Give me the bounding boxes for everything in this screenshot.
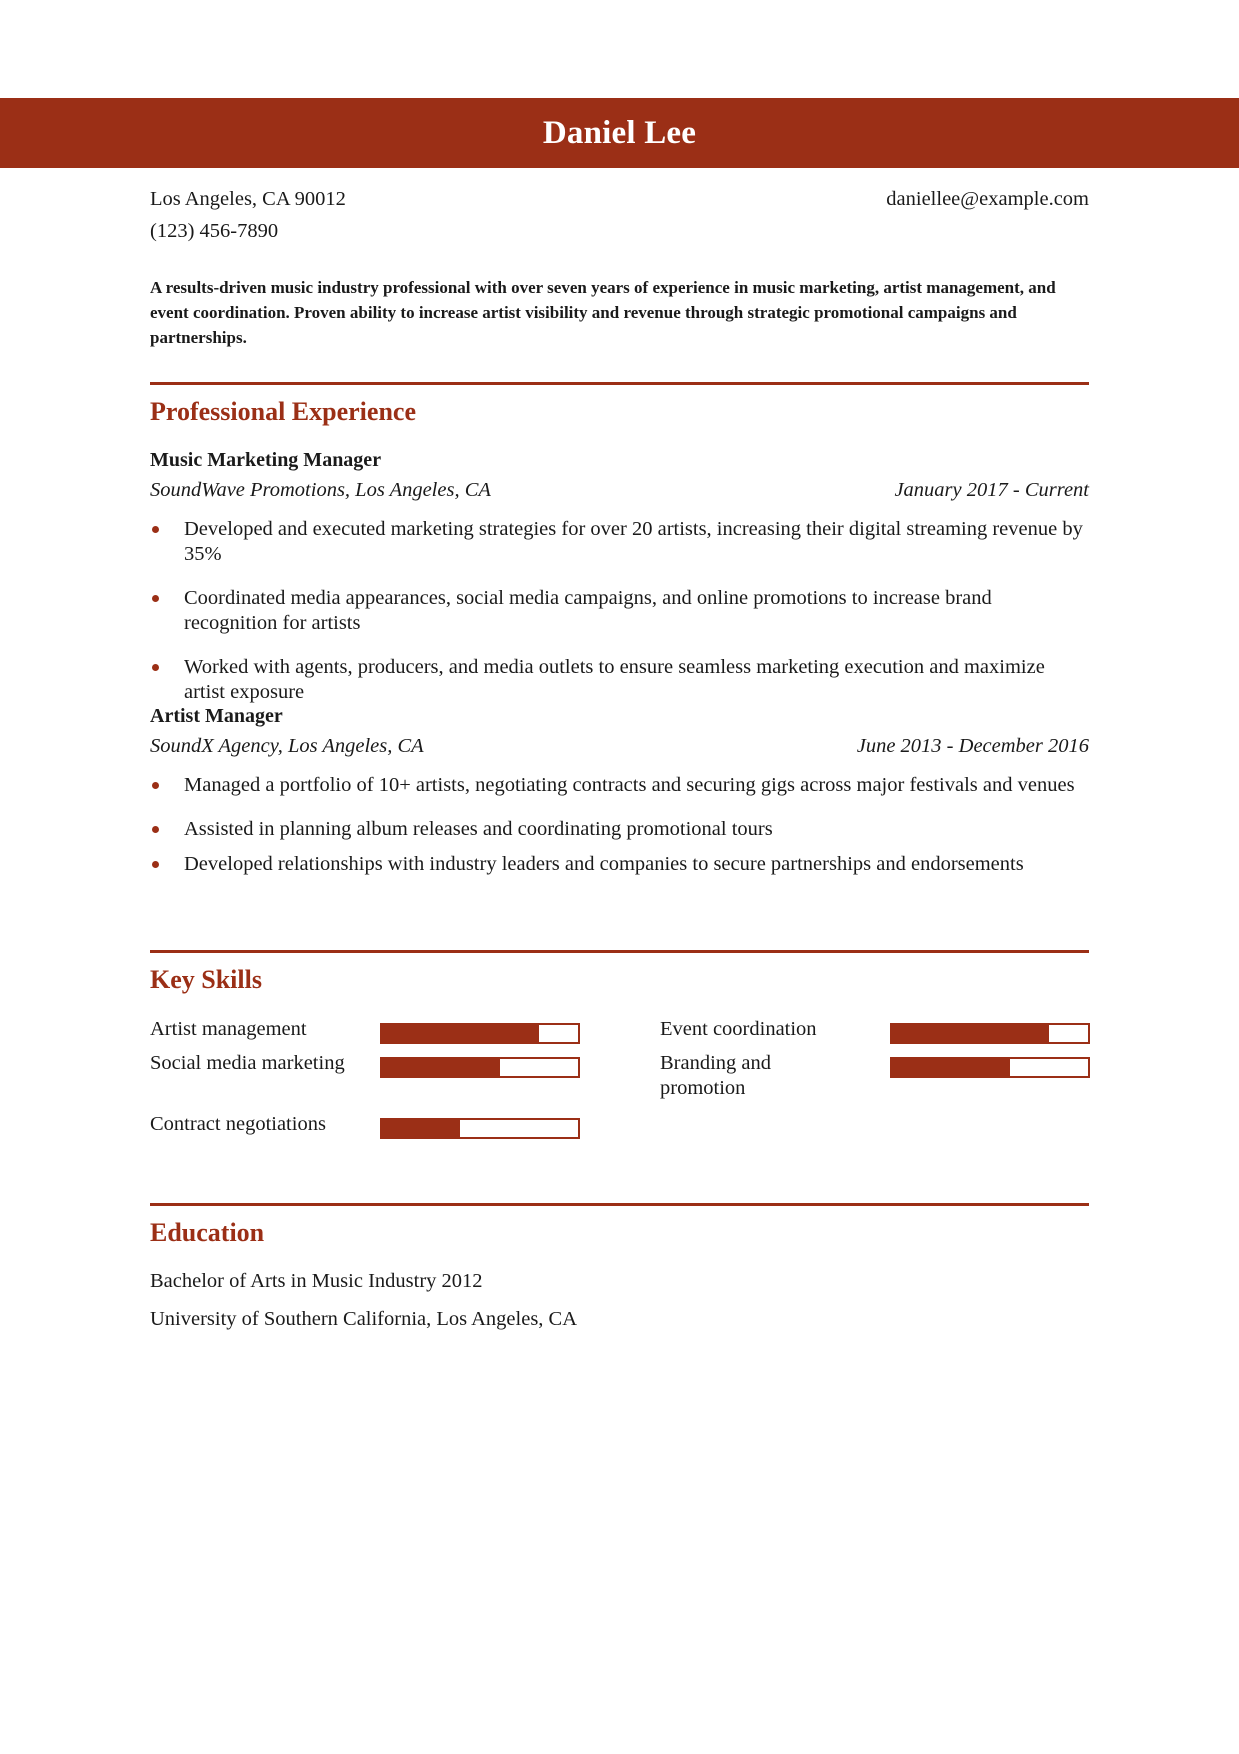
bullet-text: Worked with agents, producers, and media outlets to ensure seamless marketing execution and maximize artist exposure — [184, 656, 1045, 703]
skill-level-bar — [380, 1118, 580, 1139]
skills-heading: Key Skills — [150, 965, 262, 994]
bullet-icon — [152, 782, 159, 789]
skill-label: Social media marketing — [150, 1052, 345, 1074]
skill-level-fill — [892, 1059, 1010, 1076]
bullet-icon — [152, 595, 159, 602]
bullet-icon — [152, 526, 159, 533]
skill-level-bar — [380, 1023, 580, 1044]
job-dates: June 2013 - December 2016 — [856, 735, 1089, 757]
section-divider — [150, 1203, 1089, 1206]
education-heading: Education — [150, 1218, 265, 1247]
job-bullets — [150, 773, 1089, 887]
bullet-text: Managed a portfolio of 10+ artists, negotiating contracts and securing gigs across major festivals and venues — [184, 774, 1075, 796]
job-bullets — [150, 517, 1089, 715]
skill-label: Event coordination — [660, 1018, 817, 1040]
job-company: SoundX Agency, Los Angeles, CA — [150, 735, 424, 757]
bullet-icon — [152, 664, 159, 671]
skill-level-fill — [382, 1025, 539, 1042]
skill-level-bar — [890, 1023, 1090, 1044]
skill-label: Artist management — [150, 1018, 307, 1040]
job-title: Artist Manager — [150, 705, 283, 727]
skill-level-fill — [382, 1120, 460, 1137]
experience-heading: Professional Experience — [150, 397, 416, 426]
section-divider — [150, 950, 1089, 953]
skill-label: Contract negotiations — [150, 1113, 326, 1135]
list-item — [150, 817, 1089, 842]
bullet-text: Developed relationships with industry leaders and companies to secure partnerships and endorsements — [184, 853, 1024, 875]
bullet-text: Developed and executed marketing strategies for over 20 artists, increasing their digital streaming revenue by 35% — [184, 518, 1083, 565]
bullet-text: Coordinated media appearances, social media campaigns, and online promotions to increase brand recognition for artists — [184, 587, 992, 634]
degree: Bachelor of Arts in Music Industry 2012 — [150, 1270, 483, 1292]
list-item — [150, 773, 1089, 798]
address: Los Angeles, CA 90012 — [150, 188, 346, 210]
bullet-icon — [152, 826, 159, 833]
bullet-text: Assisted in planning album releases and coordinating promotional tours — [184, 818, 773, 840]
skill-level-bar — [380, 1057, 580, 1078]
job-title: Music Marketing Manager — [150, 449, 382, 471]
list-item — [150, 586, 1089, 636]
phone: (123) 456-7890 — [150, 220, 279, 242]
skill-level-fill — [382, 1059, 500, 1076]
candidate-name: Daniel Lee — [542, 114, 697, 151]
contact-left — [150, 183, 346, 247]
job-dates: January 2017 - Current — [894, 479, 1089, 501]
section-divider — [150, 382, 1089, 385]
email[interactable]: daniellee@example.com — [886, 188, 1089, 210]
list-item — [150, 852, 1089, 877]
list-item — [150, 655, 1089, 705]
header-banner — [0, 98, 1239, 168]
bullet-icon — [152, 861, 159, 868]
contact-right — [886, 183, 1089, 215]
list-item — [150, 517, 1089, 567]
skill-level-fill — [892, 1025, 1049, 1042]
job-company: SoundWave Promotions, Los Angeles, CA — [150, 479, 491, 501]
skill-label: Branding and promotion — [660, 1052, 772, 1099]
summary: A results-driven music industry professional with over seven years of experience in music marketing, artist management, and event coordination. Proven ability to increase artist visibility and revenue through strategic promotional campaigns and partnerships. — [150, 278, 1056, 347]
school: University of Southern California, Los Angeles, CA — [150, 1308, 578, 1330]
skill-level-bar — [890, 1057, 1090, 1078]
